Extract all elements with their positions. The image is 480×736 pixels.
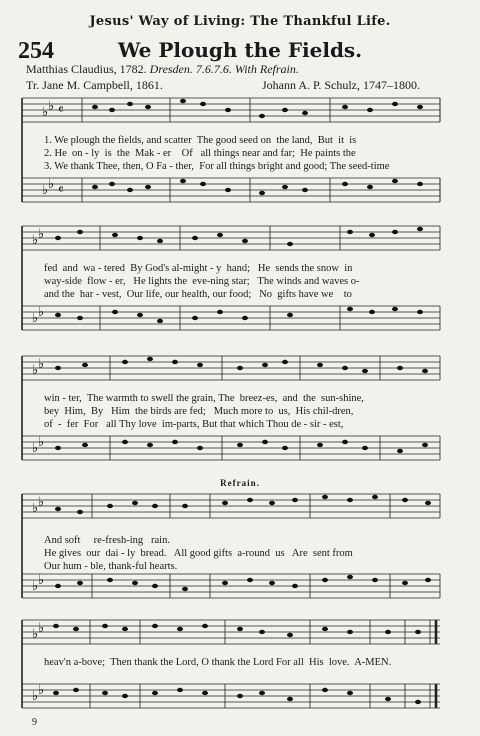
svg-text:♭: ♭	[32, 441, 39, 456]
tune-credit: Dresden. 7.6.7.6. With Refrain.	[149, 62, 299, 76]
svg-text:♭: ♭	[32, 233, 39, 248]
svg-text:♭: ♭	[38, 683, 45, 698]
svg-text:♭: ♭	[38, 573, 45, 588]
lyric-line: 1. We plough the fields, and scatter The good seed on the land, But it is	[44, 135, 357, 146]
hymn-number: 254	[18, 38, 54, 64]
svg-text:♭: ♭	[38, 305, 45, 320]
svg-text:♭: ♭	[32, 579, 39, 594]
lyric-line: fed and wa - tered By God's al-might - y hand; He sends the snow in	[44, 263, 353, 274]
svg-text:♭: ♭	[38, 227, 45, 242]
author-credit: Matthias Claudius, 1782.	[26, 62, 147, 76]
composer-credit: Johann A. P. Schulz, 1747–1800.	[262, 78, 421, 92]
refrain-label: Refrain.	[220, 478, 260, 488]
svg-text:♭: ♭	[38, 357, 45, 372]
svg-text:♭: ♭	[32, 363, 39, 378]
svg-text:♭: ♭	[32, 501, 39, 516]
music-system-5	[0, 612, 480, 724]
svg-text:♭: ♭	[38, 621, 45, 636]
hymn-title: We Plough the Fields.	[117, 38, 363, 62]
svg-text:♭: ♭	[32, 627, 39, 642]
running-head: Jesus' Way of Living: The Thankful Life.	[89, 14, 391, 29]
svg-text:♭: ♭	[42, 105, 49, 120]
lyric-line: 3. We thank Thee, then, O Fa - ther, For all things bright and good; The seed-time	[44, 161, 390, 172]
lyric-line: win - ter, The warmth to swell the grain, The breez-es, and the sun-shine,	[44, 393, 364, 404]
lyric-line: And soft re-fresh-ing rain.	[44, 535, 170, 546]
lyric-line: of - fer For all Thy love im-parts, But that which Thou de - sir - est,	[44, 419, 344, 430]
credit-line-1	[26, 62, 299, 77]
lyric-line: bey Him, By Him the birds are fed; Much more to us, His chil-dren,	[44, 406, 354, 417]
lyric-line: 2. He on - ly is the Mak - er Of all things near and far; He paints the	[44, 148, 356, 159]
svg-text:♭: ♭	[32, 311, 39, 326]
svg-text:♭: ♭	[38, 495, 45, 510]
translator-credit: Tr. Jane M. Campbell, 1861.	[26, 78, 163, 92]
svg-text:♭: ♭	[32, 689, 39, 704]
svg-text:♭: ♭	[42, 183, 49, 198]
svg-text:♭: ♭	[48, 177, 55, 192]
svg-text:♭: ♭	[48, 99, 55, 114]
noteheads	[92, 99, 423, 195]
lyric-line: way-side flow - er, He lights the eve-ning star; The winds and waves o-	[44, 276, 360, 287]
page-number: 9	[32, 717, 37, 728]
svg-text:♭: ♭	[38, 435, 45, 450]
svg-text:𝄴: 𝄴	[58, 183, 64, 198]
lyric-line: Our hum - ble, thank-ful hearts.	[44, 561, 178, 572]
lyric-line: and the har - vest, Our life, our health, our food; No gifts have we to	[44, 289, 352, 300]
svg-text:𝄴: 𝄴	[58, 103, 64, 118]
lyric-line: He gives our dai - ly bread. All good gifts a-round us Are sent from	[44, 548, 353, 559]
lyric-line: heav'n a-bove; Then thank the Lord, O thank the Lord For all His love. A-MEN.	[44, 657, 392, 668]
